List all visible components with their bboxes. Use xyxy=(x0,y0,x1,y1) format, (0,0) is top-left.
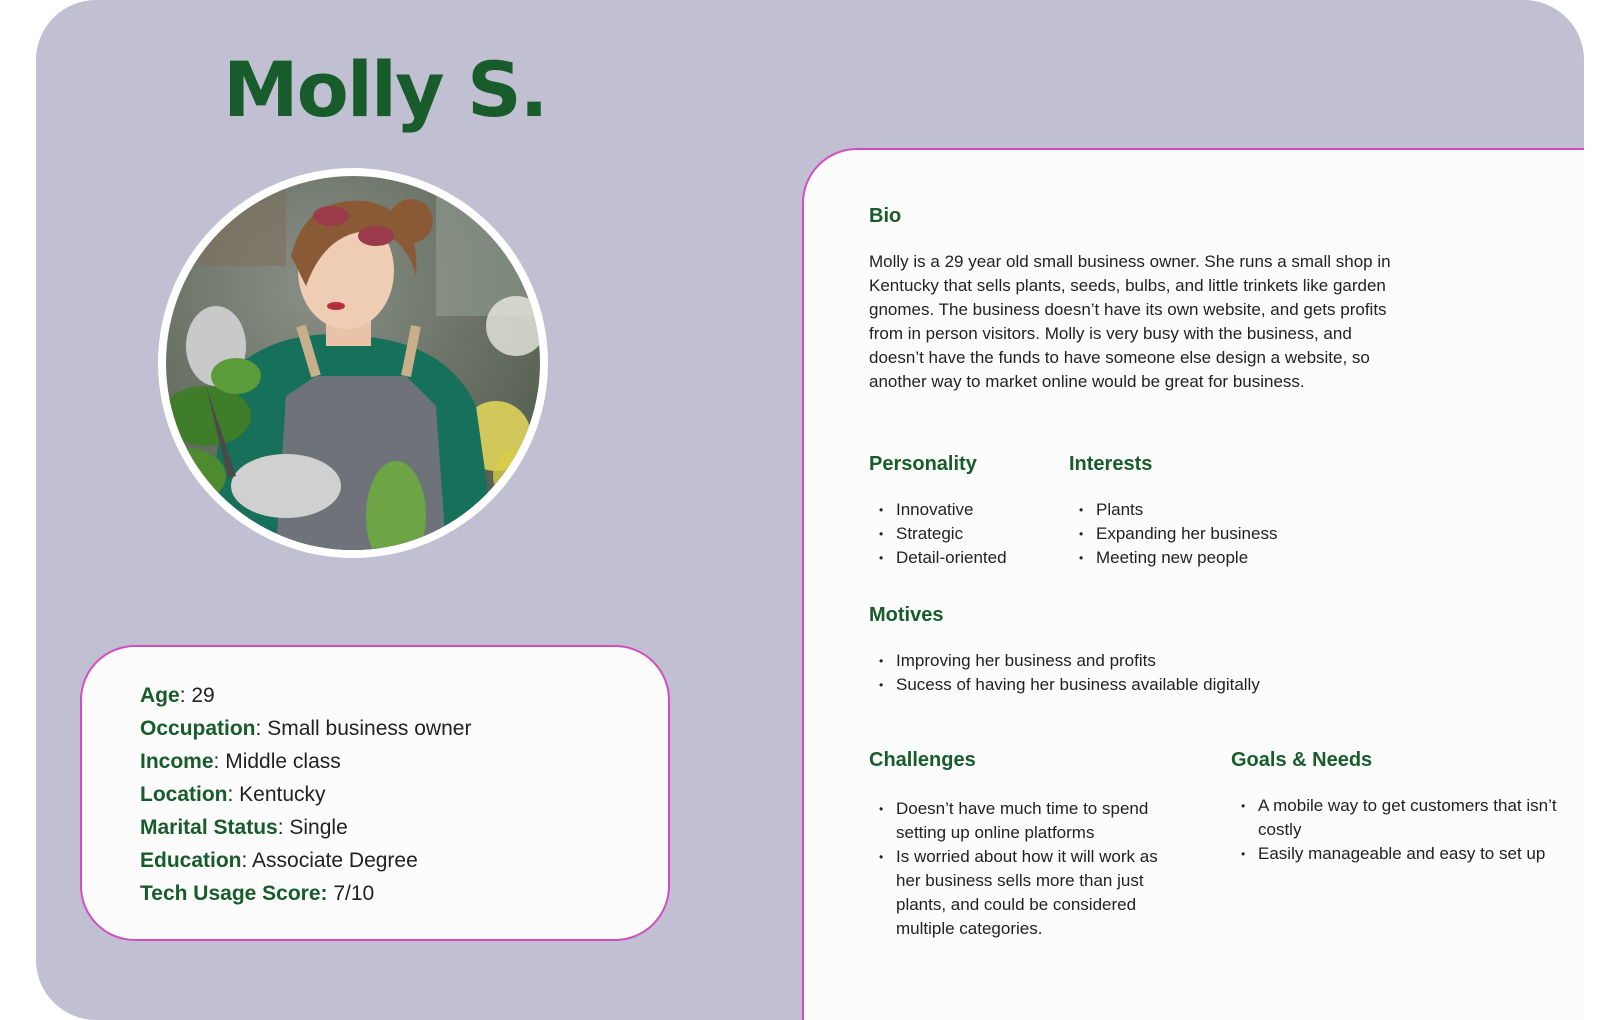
personality-section xyxy=(869,452,1007,570)
personality-title: Personality xyxy=(869,453,977,475)
occupation-value: Small business owner xyxy=(267,717,472,740)
location-value: Kentucky xyxy=(239,783,326,806)
occupation-label: Occupation xyxy=(140,717,256,740)
persona-photo xyxy=(158,168,548,558)
challenges-title: Challenges xyxy=(869,749,976,771)
challenges-list xyxy=(869,797,1179,941)
education-label: Education xyxy=(140,849,242,872)
tech-usage-label: Tech Usage Score: xyxy=(140,882,328,905)
list-item: • Detail-oriented xyxy=(869,546,1007,570)
bio-section xyxy=(869,204,1399,394)
list-item: • Sucess of having her business available digitally xyxy=(869,673,1260,697)
motives-list xyxy=(869,649,1260,697)
list-item: • Meeting new people xyxy=(1069,546,1277,570)
education-value: Associate Degree xyxy=(252,849,418,872)
education-row: Education: Associate Degree xyxy=(140,849,418,872)
marital-status-value: Single xyxy=(289,816,348,839)
goals-title: Goals & Needs xyxy=(1231,749,1373,771)
marital-status-row: Marital Status: Single xyxy=(140,816,348,839)
list-item: • Innovative xyxy=(869,498,1007,522)
list-item: • Plants xyxy=(1069,498,1277,522)
demographics-card xyxy=(80,645,670,941)
persona-name: Molly S. xyxy=(223,45,547,134)
persona-photo-image xyxy=(166,176,540,550)
interests-list xyxy=(1069,498,1277,570)
bio-title: Bio xyxy=(869,205,902,227)
marital-status-label: Marital Status xyxy=(140,816,278,839)
goals-section xyxy=(1231,748,1571,866)
tech-usage-value: 7/10 xyxy=(333,882,375,905)
list-item: • Is worried about how it will work as her business sells more than just plants, and could be considered multiple categories. xyxy=(869,845,1179,941)
list-item: • Doesn’t have much time to spend setting up online platforms xyxy=(869,797,1179,845)
challenges-section xyxy=(869,748,1179,941)
bio-text: Molly is a 29 year old small business owner. She runs a small shop in Kentucky that sells plants, seeds, bulbs, and little trinkets like garden gnomes. The business doesn’t have its own website, and gets profits from in person visitors. Molly is very busy with the business, and doesn’t have the funds to have someone else design a website, so another way to market online would be great for business. xyxy=(869,252,1391,391)
list-item: • A mobile way to get customers that isn’t costly xyxy=(1231,794,1571,842)
location-label: Location xyxy=(140,783,228,806)
age-value: 29 xyxy=(191,684,215,707)
list-item: • Expanding her business xyxy=(1069,522,1277,546)
occupation-row: Occupation: Small business owner xyxy=(140,717,472,740)
tech-usage-row xyxy=(140,877,668,910)
age-row: Age: 29 xyxy=(140,684,215,707)
income-value: Middle class xyxy=(225,750,341,773)
location-row: Location: Kentucky xyxy=(140,783,326,806)
details-card xyxy=(802,148,1584,1020)
age-label: Age xyxy=(140,684,180,707)
income-label: Income xyxy=(140,750,214,773)
persona-canvas xyxy=(36,0,1584,1020)
list-item: • Strategic xyxy=(869,522,1007,546)
interests-title: Interests xyxy=(1069,453,1153,475)
list-item: • Improving her business and profits xyxy=(869,649,1260,673)
list-item: • Easily manageable and easy to set up xyxy=(1231,842,1571,866)
income-row: Income: Middle class xyxy=(140,750,341,773)
motives-section xyxy=(869,603,1260,697)
personality-list xyxy=(869,498,1007,570)
interests-section xyxy=(1069,452,1277,570)
motives-title: Motives xyxy=(869,604,944,626)
goals-list xyxy=(1231,794,1571,866)
